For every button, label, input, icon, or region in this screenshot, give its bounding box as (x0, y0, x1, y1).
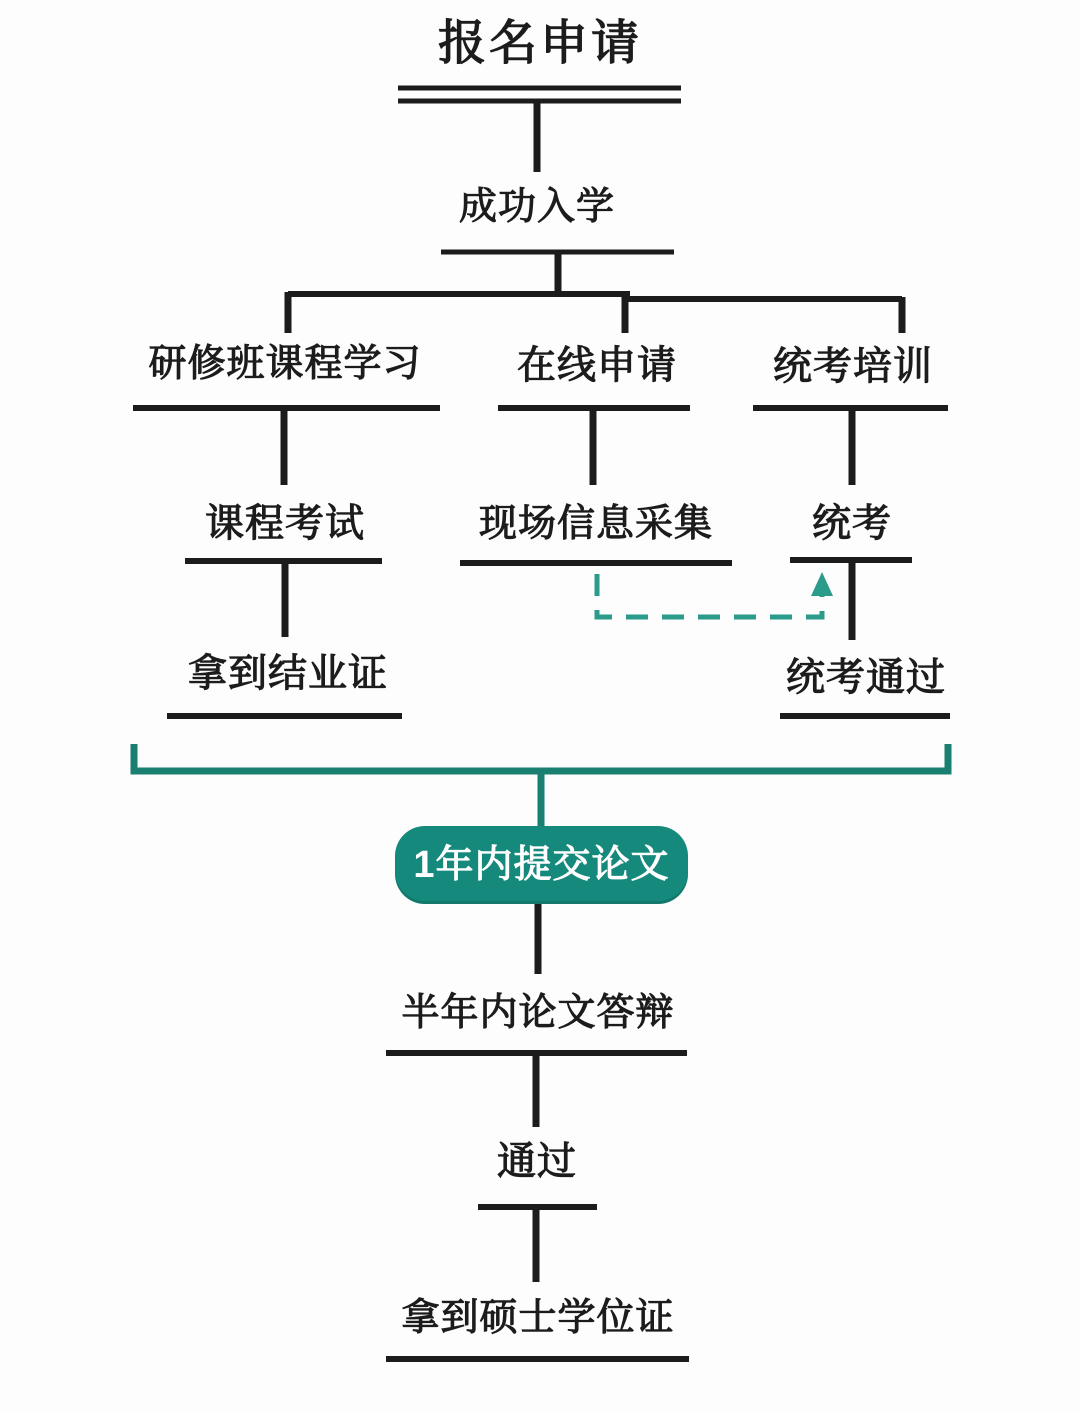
node-enroll-success: 成功入学 (458, 186, 616, 228)
node-exam-training: 统考培训 (772, 345, 934, 389)
node-submit-thesis-label: 1年内提交论文 (413, 844, 670, 886)
node-exam-passed: 统考通过 (785, 656, 947, 700)
bottom-chain-connectors (386, 904, 689, 1359)
node-completion-cert: 拿到结业证 (187, 652, 389, 696)
node-unified-exam: 统考 (811, 502, 893, 546)
node-thesis-defense: 半年内论文答辩 (401, 992, 675, 1034)
node-course-study: 研修班课程学习 (148, 343, 422, 385)
row2-connectors (185, 560, 912, 640)
node-onsite-info: 现场信息采集 (478, 503, 714, 545)
node-pass: 通过 (496, 1140, 578, 1184)
node-course-exam: 课程考试 (204, 502, 366, 546)
node-online-apply: 在线申请 (516, 344, 678, 388)
node-application: 报名申请 (437, 17, 643, 70)
branch-bar (288, 292, 902, 333)
node-submit-thesis-box (395, 826, 688, 904)
dashed-feedback-arrow (597, 572, 833, 617)
gather-bracket (134, 744, 948, 827)
row1-connectors (133, 408, 948, 485)
node-master-degree: 拿到硕士学位证 (401, 1297, 675, 1339)
double-divider (398, 88, 681, 101)
